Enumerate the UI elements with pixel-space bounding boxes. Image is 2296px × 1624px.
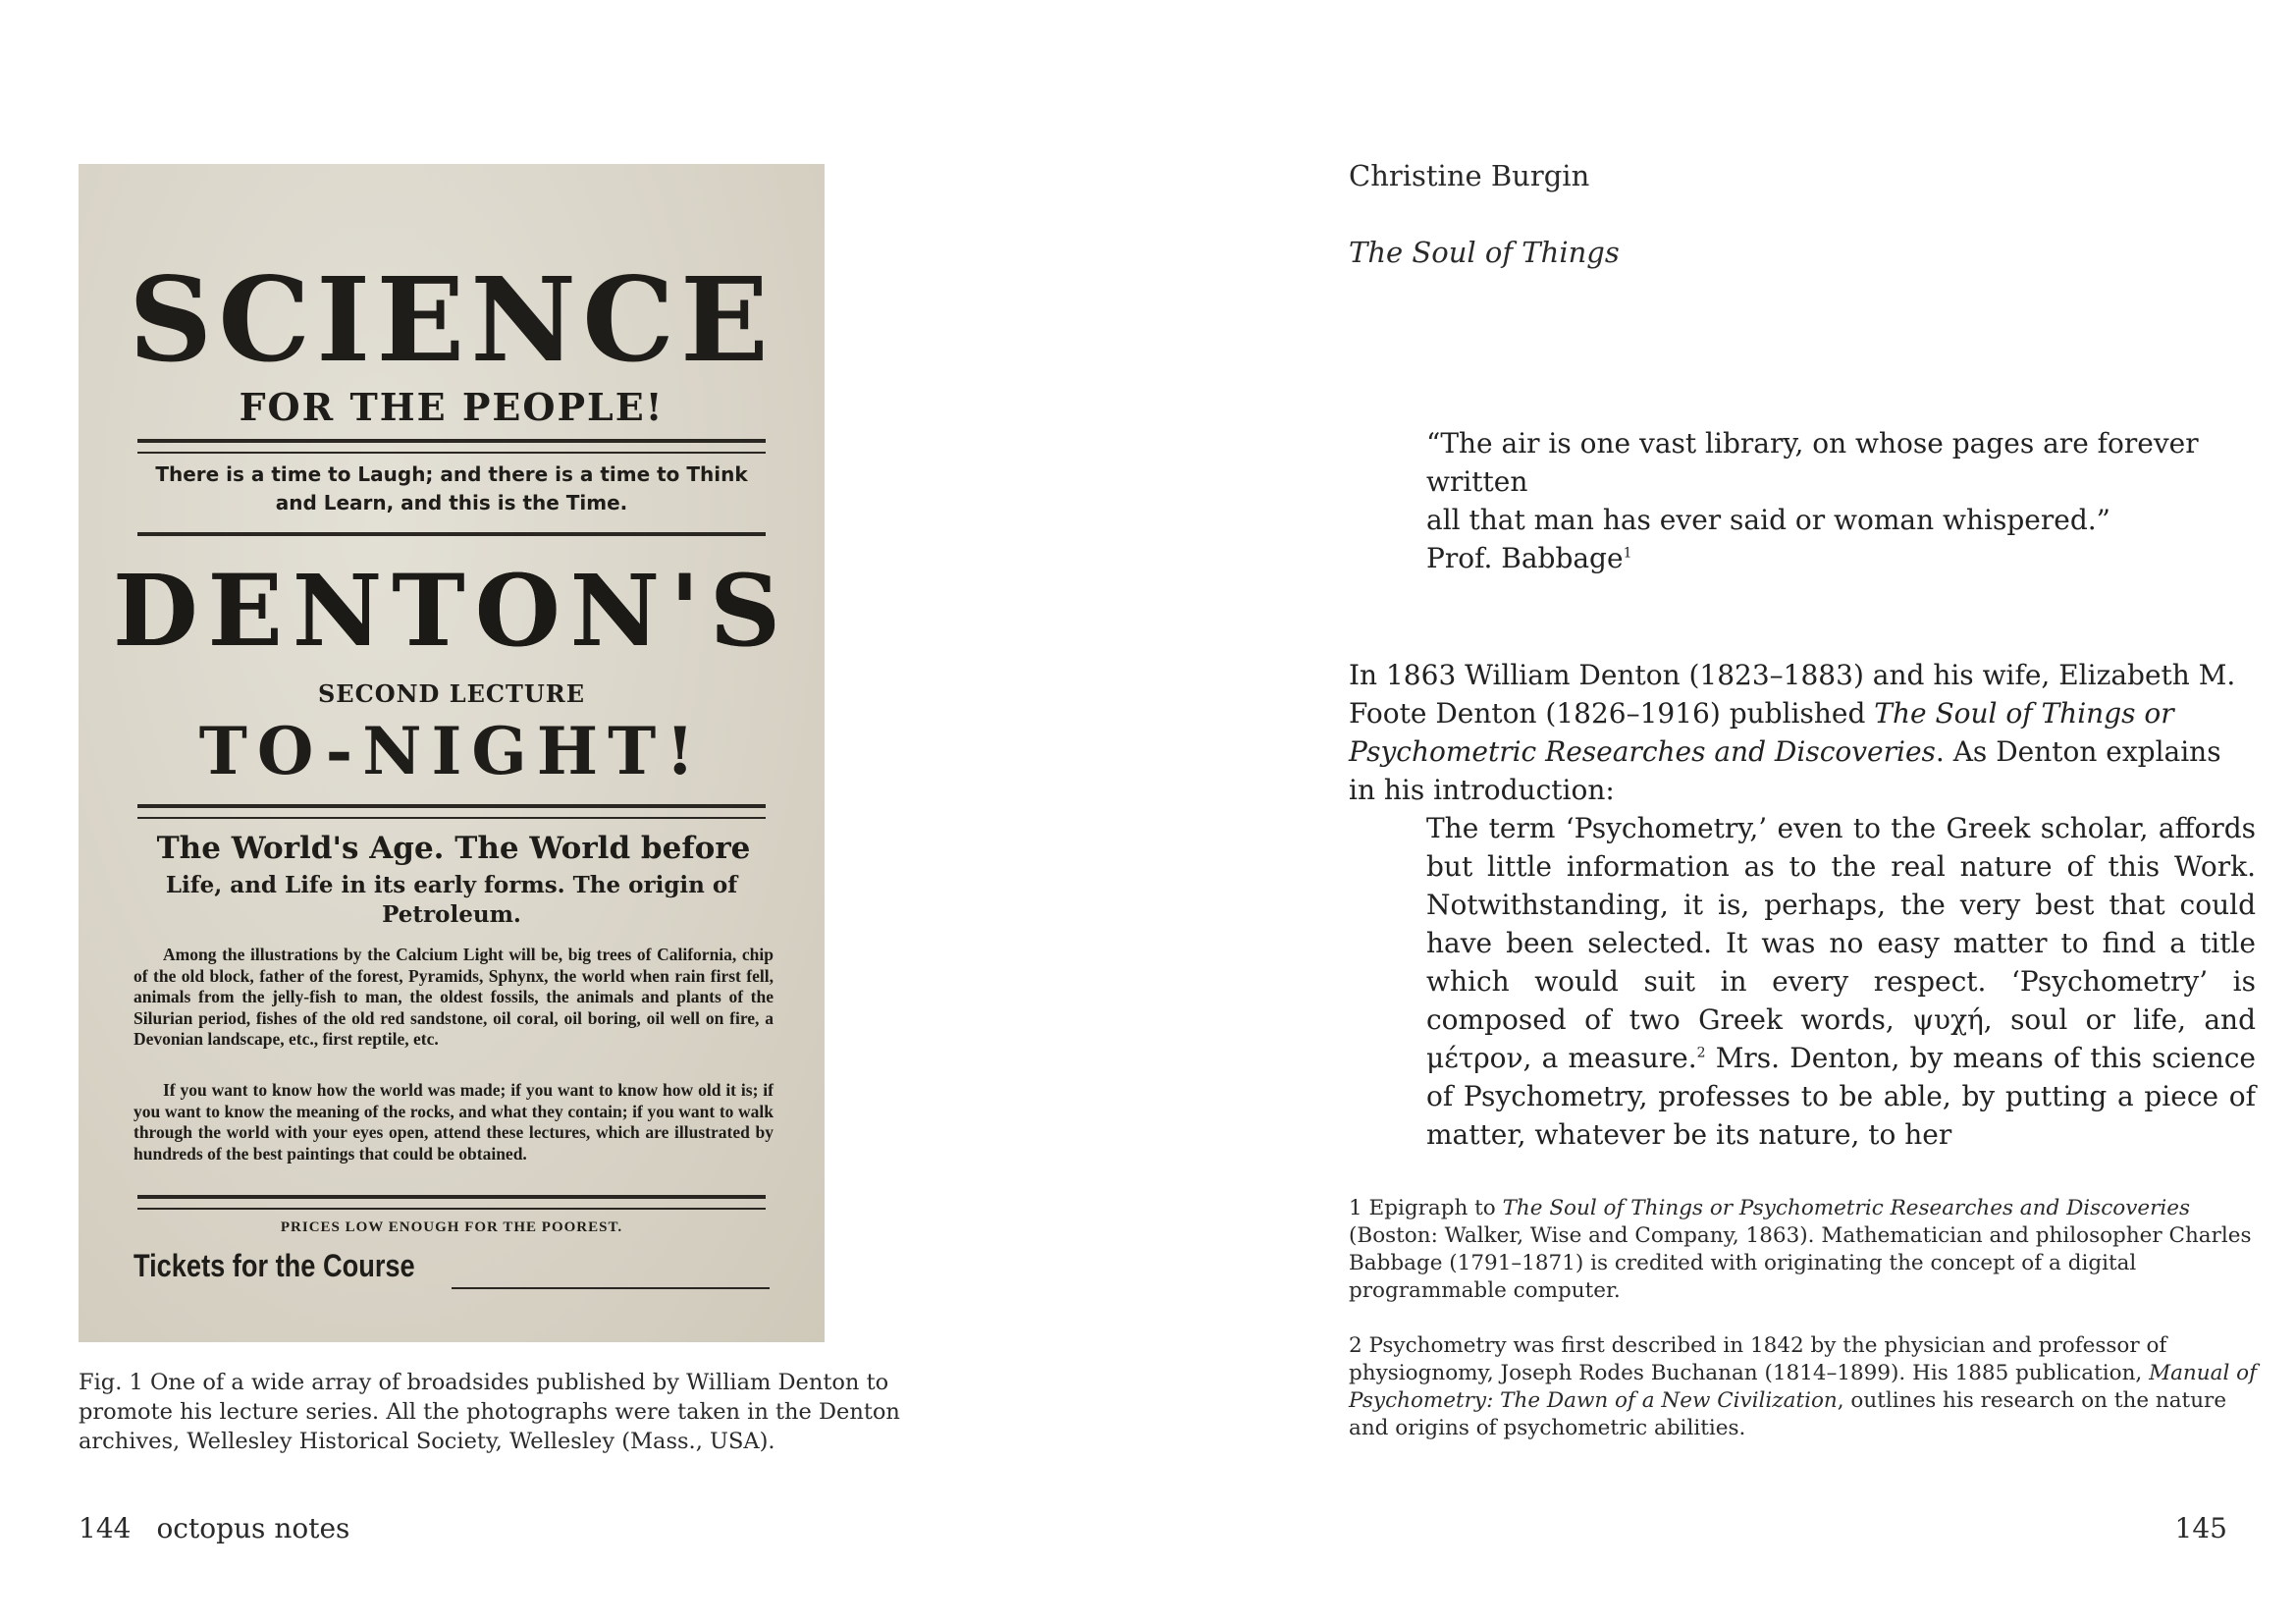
poster-rule	[137, 804, 766, 819]
poster-tickets: Tickets for the Course	[133, 1248, 415, 1283]
left-folio	[79, 1512, 349, 1544]
poster-when: TO-NIGHT!	[198, 713, 705, 789]
right-page	[1148, 0, 2296, 1624]
epigraph-attribution: Prof. Babbage$^1$	[1426, 542, 1632, 574]
page-number: 144	[79, 1512, 132, 1544]
poster-topic-sub: Life, and Life in its early forms. The origin of Petroleum.	[165, 872, 738, 928]
poster-lecture: SECOND LECTURE	[317, 679, 586, 708]
poster-rule	[137, 1195, 766, 1210]
author-name: Christine Burgin	[1349, 159, 1590, 192]
footnote: 1 Epigraph to The Soul of Things or Psychometric Researches and Discoveries (Boston: Walker, Wise and Company, 1863). Mathematician and philosopher Charles Babbage (1791–1871) is credited with originating the concept of a digital programmable computer.	[1349, 1196, 2252, 1303]
epigraph-line: all that man has ever said or woman whispered.”	[1426, 504, 2110, 536]
block-quote: The term ‘Psychometry,’ even to the Greek scholar, affords but little information as to the real nature of this Work. Notwithstanding, it is, perhaps, the very best that could have been selected. It was no easy matter to find a title which would suit in every respect. ‘Psychometry’ is composed of two Greek words, ψυχή, soul or life, and μέτρον, a measure.$^2$ Mrs. Denton, by means of this science of Psychometry, professes to be able, by putting a piece of matter, whatever be its nature, to her	[1426, 812, 2257, 1151]
epigraph-line: “The air is one vast library, on whose pages are forever written	[1426, 427, 2199, 498]
poster-tickets-blank	[452, 1287, 770, 1289]
poster-name: DENTON'S	[112, 553, 791, 669]
essay-title: The Soul of Things	[1349, 236, 1620, 269]
poster-subheadline: FOR THE PEOPLE!	[239, 385, 665, 429]
poster-topic-main: The World's Age. The World before	[156, 831, 751, 866]
running-title: octopus notes	[156, 1512, 350, 1544]
intro-paragraph: In 1863 William Denton (1823–1883) and his wife, Elizabeth M. Foote Denton (1826–1916) published The Soul of Things or Psychometric Researches and Discoveries. As Denton explains in his introduction:	[1349, 659, 2236, 806]
poster-rule	[137, 532, 766, 540]
footnote: 2 Psychometry was first described in 1842 by the physician and professor of physiognomy, Joseph Rodes Buchanan (1814–1899). His 1885 publication, Manual of Psychometry: The Dawn of a New Civilization, outlines his research on the nature and origins of psychometric abilities.	[1349, 1333, 2258, 1440]
poster-rule	[137, 439, 766, 454]
footnote-ref[interactable]: 1	[1623, 545, 1632, 562]
page-number: 145	[2174, 1512, 2227, 1544]
footnotes	[1349, 1195, 2262, 1470]
figure-caption: Fig. 1 One of a wide array of broadsides published by William Denton to promote his lecture series. All the photographs were taken in the Denton archives, Wellesley Historical Society, Wellesley (Mass., USA).	[79, 1370, 900, 1454]
poster-prices: PRICES LOW ENOUGH FOR THE POOREST.	[280, 1219, 623, 1235]
poster-paragraph-2: If you want to know how the world was made; if you want to know how old it is; if you want to know the meaning of the rocks, and what they contain; if you want to walk through the world with your eyes open, attend these lectures, which are illustrated by hundreds of the best paintings that could be obtained.	[133, 1080, 774, 1164]
epigraph	[1426, 424, 2261, 577]
broadside-photograph	[79, 164, 825, 1342]
book-title: The Soul of Things or Psychometric Researches and Discoveries	[1349, 697, 2174, 768]
poster-paragraph-1: Among the illustrations by the Calcium Light will be, big trees of California, chip of the old block, father of the forest, Pyramids, Sphynx, the world when rain first fell, animals from the jelly-fish to man, the oldest fossils, the animals and plants of the Silurian period, fishes of the old red sandstone, oil coral, oil boring, oil well on fire, a Devonian landscape, etc., first reptile, etc.	[133, 945, 774, 1049]
poster-headline: SCIENCE	[129, 251, 774, 388]
poster-tagline: There is a time to Laugh; and there is a time to Think and Learn, and this is the Time.	[155, 462, 748, 514]
footnote-ref[interactable]: 2	[1696, 1045, 1706, 1061]
